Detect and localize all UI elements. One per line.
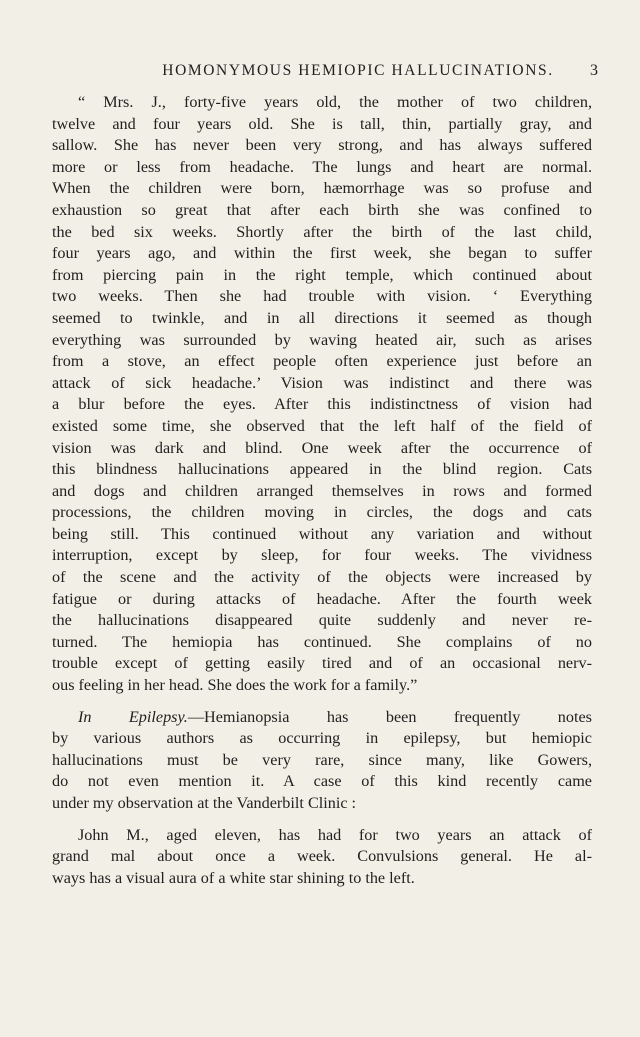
text-line <box>52 707 592 729</box>
text-line: by various authors as occurring in epilepsy, but hemiopic <box>52 729 592 748</box>
text-line: vision was dark and blind. One week after the occurrence of <box>52 438 592 457</box>
text-line: of the scene and the activity of the objects were increased by <box>52 568 592 587</box>
text-line: from piercing pain in the right temple, which continued about <box>52 265 592 284</box>
text-line: two weeks. Then she had trouble with vision. ‘ Everything <box>52 287 592 306</box>
text-line: the hallucinations disappeared quite suddenly and never re- <box>52 611 592 630</box>
text-line: ways has a visual aura of a white star shining to the left. <box>52 868 415 887</box>
text-line: turned. The hemiopia has continued. She complains of no <box>52 632 592 651</box>
text-line: hallucinations must be very rare, since many, like Gowers, <box>52 750 592 769</box>
text-line: seemed to twinkle, and in all directions it seemed as though <box>52 308 592 327</box>
page-number: 3 <box>590 62 598 79</box>
text-line: attack of sick headache.’ Vision was indistinct and there was <box>52 373 592 392</box>
case-paragraph <box>52 825 592 890</box>
text-line: twelve and four years old. She is tall, thin, partially gray, and <box>52 114 592 133</box>
section-heading: In Epilepsy. <box>78 707 188 726</box>
text-line: ous feeling in her head. She does the work for a family.” <box>52 676 418 695</box>
text-line: trouble except of getting easily tired and of an occasional nerv- <box>52 654 592 673</box>
running-head <box>118 62 598 80</box>
text-line: from a stove, an effect people often experience just before an <box>52 352 592 371</box>
text-line: this blindness hallucinations appeared in the blind region. Cats <box>52 460 592 479</box>
text-line: processions, the children moving in circles, the dogs and cats <box>52 503 592 522</box>
text-line: “ Mrs. J., forty-five years old, the mother of two children, <box>78 93 592 111</box>
text-line: being still. This continued without any variation and without <box>52 524 592 543</box>
text-line: a blur before the eyes. After this indistinctness of vision had <box>52 395 592 414</box>
text-line: John M., aged eleven, has had for two years an attack of <box>78 825 592 844</box>
text-line: interruption, except by sleep, for four weeks. The vividness <box>52 546 592 565</box>
text-line: grand mal about once a week. Convulsions general. He al- <box>52 847 592 866</box>
text-line: more or less from headache. The lungs and heart are normal. <box>52 157 592 176</box>
text-line: and dogs and children arranged themselves in rows and formed <box>52 481 592 500</box>
text-line: everything was surrounded by waving heated air, such as arises <box>52 330 592 349</box>
body-text <box>52 92 592 889</box>
heading-continuation: —Hemianopsia has been frequently notes <box>187 707 592 726</box>
text-line: do not even mention it. A case of this kind recently came <box>52 772 592 791</box>
quoted-case-paragraph <box>52 92 592 697</box>
epilepsy-paragraph <box>52 707 592 815</box>
text-line: fatigue or during attacks of headache. After the fourth week <box>52 589 592 608</box>
text-line: under my observation at the Vanderbilt Clinic : <box>52 794 357 812</box>
text-line: existed some time, she observed that the left half of the field of <box>52 416 592 435</box>
text-line: four years ago, and within the first week, she began to suffer <box>52 244 592 263</box>
text-line: sallow. She has never been very strong, and has always suffered <box>52 136 592 155</box>
text-line: exhaustion so great that after each birth she was confined to <box>52 200 592 219</box>
text-line: When the children were born, hæmorrhage was so profuse and <box>52 179 592 198</box>
running-title: HOMONYMOUS HEMIOPIC HALLUCINATIONS. <box>162 62 554 79</box>
text-line: the bed six weeks. Shortly after the birth of the last child, <box>52 222 592 241</box>
